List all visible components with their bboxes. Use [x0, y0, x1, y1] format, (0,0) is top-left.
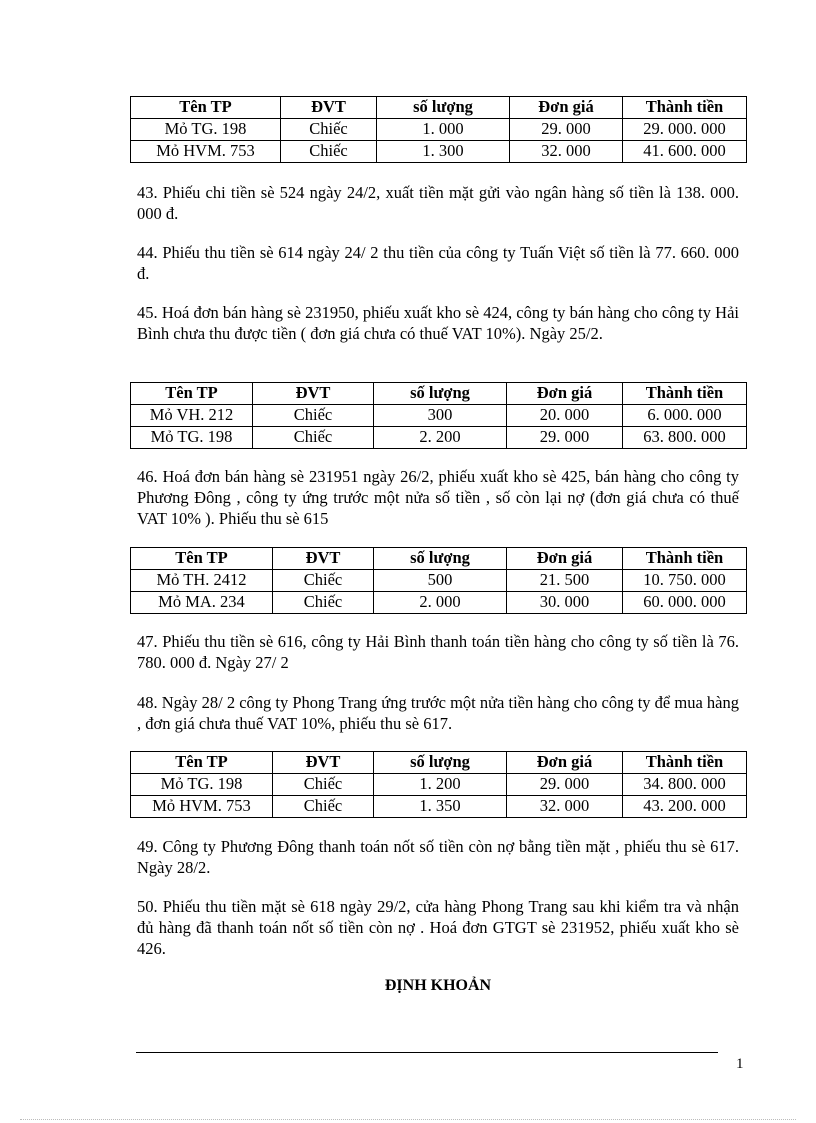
- cell-name: Mỏ VH. 212: [131, 405, 253, 427]
- cell-unit: Chiếc: [253, 427, 374, 449]
- cell-amount: 29. 000. 000: [623, 119, 747, 141]
- cell-quantity: 300: [374, 405, 507, 427]
- header-quantity: số lượng: [374, 548, 507, 570]
- header-unit: ĐVT: [253, 383, 374, 405]
- cell-unit-price: 32. 000: [507, 796, 623, 818]
- cell-quantity: 1. 000: [377, 119, 510, 141]
- cell-amount: 41. 600. 000: [623, 141, 747, 163]
- table-row: [131, 427, 747, 449]
- cell-unit-price: 32. 000: [510, 141, 623, 163]
- cell-unit-price: 29. 000: [510, 119, 623, 141]
- header-unit: ĐVT: [281, 97, 377, 119]
- header-amount: Thành tiền: [623, 383, 747, 405]
- cell-unit: Chiếc: [281, 119, 377, 141]
- table-header-row: [131, 752, 747, 774]
- cell-amount: 43. 200. 000: [623, 796, 747, 818]
- cell-name: Mỏ TH. 2412: [131, 570, 273, 592]
- cell-unit-price: 20. 000: [507, 405, 623, 427]
- cell-quantity: 1. 300: [377, 141, 510, 163]
- cell-unit-price: 21. 500: [507, 570, 623, 592]
- cell-unit: Chiếc: [273, 774, 374, 796]
- page-number: 1: [736, 1056, 744, 1072]
- paragraph-45: 45. Hoá đơn bán hàng sè 231950, phiếu xuất kho sè 424, công ty bán hàng cho công ty Hải Bình chưa thu được tiền ( đơn giá chưa có thuế VAT 10%). Ngày 25/2.: [137, 303, 739, 343]
- header-unit: ĐVT: [273, 548, 374, 570]
- header-name: Tên TP: [131, 383, 253, 405]
- cell-quantity: 500: [374, 570, 507, 592]
- header-amount: Thành tiền: [623, 548, 747, 570]
- table-header-row: [131, 548, 747, 570]
- cell-quantity: 1. 350: [374, 796, 507, 818]
- table-row: [131, 774, 747, 796]
- paragraph-44: 44. Phiếu thu tiền sè 614 ngày 24/ 2 thu tiền của công ty Tuấn Việt số tiền là 77. 660. 000 đ.: [137, 243, 739, 283]
- cell-unit-price: 29. 000: [507, 427, 623, 449]
- cell-name: Mỏ MA. 234: [131, 592, 273, 614]
- paragraph-46: 46. Hoá đơn bán hàng sè 231951 ngày 26/2, phiếu xuất kho sè 425, bán hàng cho công ty Phương Đông , công ty ứng trước một nửa số tiền , số còn lại nợ (đơn giá chưa có thuế VAT 10% ). Phiếu thu sè 615: [137, 467, 739, 528]
- product-table-2: [130, 382, 747, 449]
- paragraph-47: 47. Phiếu thu tiền sè 616, công ty Hải Bình thanh toán tiền hàng cho công ty số tiền là 76. 780. 000 đ. Ngày 27/ 2: [137, 632, 739, 672]
- cell-amount: 34. 800. 000: [623, 774, 747, 796]
- header-amount: Thành tiền: [623, 752, 747, 774]
- header-amount: Thành tiền: [623, 97, 747, 119]
- cell-unit: Chiếc: [273, 570, 374, 592]
- cell-amount: 6. 000. 000: [623, 405, 747, 427]
- paragraph-49: 49. Công ty Phương Đông thanh toán nốt số tiền còn nợ bằng tiền mặt , phiếu thu sè 617. Ngày 28/2.: [137, 837, 739, 877]
- table-row: [131, 796, 747, 818]
- cell-amount: 60. 000. 000: [623, 592, 747, 614]
- table-row: [131, 119, 747, 141]
- cell-name: Mỏ HVM. 753: [131, 141, 281, 163]
- footer-divider: [136, 1052, 718, 1053]
- cell-unit-price: 30. 000: [507, 592, 623, 614]
- cell-unit-price: 29. 000: [507, 774, 623, 796]
- cell-amount: 63. 800. 000: [623, 427, 747, 449]
- cell-name: Mỏ TG. 198: [131, 774, 273, 796]
- paragraph-43: 43. Phiếu chi tiền sè 524 ngày 24/2, xuất tiền mặt gửi vào ngân hàng số tiền là 138. 000. 000 đ.: [137, 183, 739, 223]
- header-unit-price: Đơn giá: [507, 548, 623, 570]
- cell-amount: 10. 750. 000: [623, 570, 747, 592]
- cell-name: Mỏ HVM. 753: [131, 796, 273, 818]
- header-unit-price: Đơn giá: [507, 383, 623, 405]
- paragraph-50: 50. Phiếu thu tiền mặt sè 618 ngày 29/2, cửa hàng Phong Trang sau khi kiểm tra và nhận đủ hàng đã thanh toán nốt số tiền còn nợ . Hoá đơn GTGT sè 231952, phiếu xuất kho sè 426.: [137, 897, 739, 958]
- product-table-1: [130, 96, 747, 163]
- cell-unit: Chiếc: [273, 796, 374, 818]
- header-name: Tên TP: [131, 752, 273, 774]
- header-name: Tên TP: [131, 548, 273, 570]
- table-row: [131, 141, 747, 163]
- table-row: [131, 592, 747, 614]
- cell-name: Mỏ TG. 198: [131, 427, 253, 449]
- cell-unit: Chiếc: [281, 141, 377, 163]
- header-quantity: số lượng: [377, 97, 510, 119]
- table-header-row: [131, 383, 747, 405]
- paragraph-48: 48. Ngày 28/ 2 công ty Phong Trang ứng trước một nửa tiền hàng cho công ty để mua hàng , đơn giá chưa thuế VAT 10%, phiếu thu sè 617.: [137, 693, 739, 733]
- header-name: Tên TP: [131, 97, 281, 119]
- cell-name: Mỏ TG. 198: [131, 119, 281, 141]
- header-quantity: số lượng: [374, 383, 507, 405]
- cell-unit: Chiếc: [273, 592, 374, 614]
- table-header-row: [131, 97, 747, 119]
- cell-unit: Chiếc: [253, 405, 374, 427]
- table-row: [131, 405, 747, 427]
- section-heading: ĐỊNH KHOẢN: [384, 977, 492, 994]
- cell-quantity: 2. 000: [374, 592, 507, 614]
- cell-quantity: 1. 200: [374, 774, 507, 796]
- table-row: [131, 570, 747, 592]
- header-unit: ĐVT: [273, 752, 374, 774]
- product-table-3: [130, 547, 747, 614]
- header-quantity: số lượng: [374, 752, 507, 774]
- header-unit-price: Đơn giá: [507, 752, 623, 774]
- header-unit-price: Đơn giá: [510, 97, 623, 119]
- product-table-4: [130, 751, 747, 818]
- cell-quantity: 2. 200: [374, 427, 507, 449]
- page-bottom-edge: [20, 1119, 796, 1120]
